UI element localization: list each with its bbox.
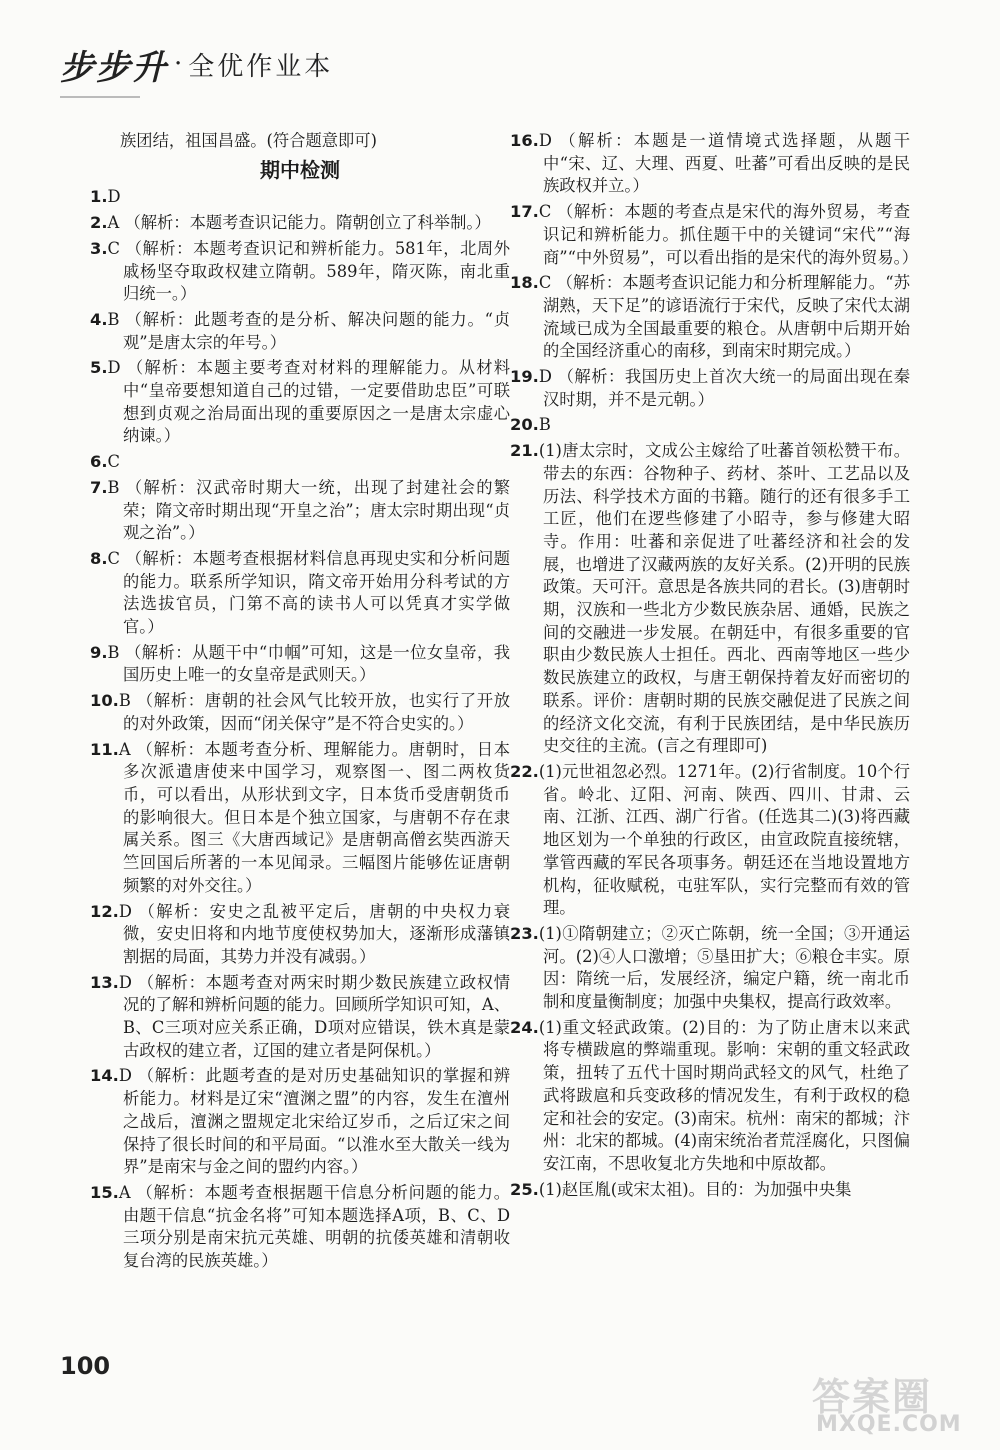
answer-item: [90, 548, 510, 639]
answer-item: [510, 1179, 910, 1202]
answer-list-left: [90, 186, 510, 1272]
answer-number: 12.: [90, 901, 119, 921]
answer-text: B （解析：唐朝的社会风气比较开放，也实行了开放的对外政策，因而“闭关保守”是不符合史实的。）: [118, 691, 510, 733]
answer-number: 13.: [90, 972, 119, 992]
answer-number: 1.: [90, 187, 108, 207]
answer-text: D （解析：本题主要考查对材料的理解能力。从材料中“皇帝要想知道自己的过错，一定要借助忠臣”可联想到贞观之治局面出现的重要原因之一是唐太宗虚心纳谏。）: [107, 358, 510, 446]
answer-item: [510, 1017, 910, 1176]
answer-item: [90, 451, 510, 474]
answer-text: (1)唐太宗时，文成公主嫁给了吐蕃首领松赞干布。带去的东西：谷物种子、药材、茶叶、工艺品以及历法、科学技术方面的书籍。随行的还有很多手工工匠，他们在逻些修建了小昭寺，参与修建大昭寺。作用：吐蕃和亲促进了吐蕃经济和社会的发展，也增进了汉藏两族的友好关系。(2)开明的民族政策。天可汗。意思是各族共同的君长。(3)唐朝时期，汉族和一些北方少数民族杂居、通婚，民族之间的交融进一步发展。在朝廷中，有很多重要的官职由少数民族人士担任。西北、西南等地区一些少数民族建立的政权，与唐王朝保持着友好而密切的联系。评价：唐朝时期的民族交融促进了民族之间的经济文化交流，有利于民族团结，是中华民族历史交往的主流。(言之有理即可): [538, 441, 910, 756]
answer-text: C （解析：本题的考查点是宋代的海外贸易，考查识记和辨析能力。抓住题干中的关键词“宋代”“海商”“中外贸易”，可以看出指的是宋代的海外贸易。）: [538, 202, 919, 267]
answer-text: C （解析：本题考查根据材料信息再现史实和分析问题的能力。联系所学知识，隋文帝开始用分科考试的方法选拔官员，门第不高的读书人可以凭真才实学做官。）: [107, 548, 510, 637]
answer-item: [90, 1065, 510, 1179]
answer-text: (1)重文轻武政策。(2)目的：为了防止唐末以来武将专横跋扈的弊端重现。影响：宋朝的重文轻武政策，扭转了五代十国时期尚武轻文的风气，杜绝了武将跋扈和兵变政移的情况发生，有利于政权的稳定和社会的安定。(3)南宋。杭州：南宋的都城；汴州：北宋的都城。(4)南宋统治者荒淫腐化，只图偏安江南，不思收复北方失地和中原故都。: [538, 1017, 910, 1173]
answer-text: D （解析：我国历史上首次大统一的局面出现在秦汉时期，并不是元朝。）: [538, 367, 910, 409]
answer-text: (1)①隋朝建立；②灭亡陈朝，统一全国；③开通运河。(2)④人口激增；⑤垦田扩大；⑥粮仓丰实。原因：隋统一后，发展经济，编定户籍，统一南北币制和度量衡制度；加强中央集权，提高行政效率。: [538, 923, 910, 1012]
right-column: [510, 130, 919, 1204]
answer-number: 6.: [90, 452, 108, 472]
answer-item: [90, 642, 510, 687]
answer-number: 16.: [510, 131, 539, 150]
answer-number: 9.: [90, 642, 108, 662]
answer-item: [90, 972, 510, 1063]
answer-number: 15.: [90, 1182, 119, 1202]
answer-number: 18.: [510, 273, 539, 293]
answer-number: 7.: [90, 477, 108, 497]
answer-item: [510, 761, 910, 920]
answer-text: A （解析：本题考查根据题干信息分析问题的能力。由题干信息“抗金名将”可知本题选择A项，B、C、D三项分别是南宋抗元英雄、明朝的抗倭英雄和清朝收复台湾的民族英雄。）: [118, 1182, 510, 1271]
answer-text: C: [107, 452, 120, 472]
answer-number: 22.: [510, 761, 539, 781]
answer-number: 3.: [90, 238, 108, 258]
answer-item: [510, 366, 910, 411]
answer-item: [90, 690, 510, 735]
answer-text: (1)赵匡胤(或宋太祖)。目的：为加强中央集: [538, 1179, 852, 1199]
answer-text: D: [107, 187, 121, 207]
watermark: [812, 1366, 982, 1438]
watermark-logo: 答案圈: [812, 1375, 933, 1419]
answer-item: [510, 414, 910, 437]
answer-number: 8.: [90, 548, 108, 568]
left-column: [90, 130, 510, 1276]
answer-item: [90, 212, 510, 235]
answer-item: [510, 923, 910, 1014]
answer-item: [90, 901, 510, 969]
answer-text: C （解析：本题考查识记能力和分析理解能力。“苏湖熟，天下足”的谚语流行于宋代，反映了宋代太湖流域已成为全国最重要的粮仓。从唐朝中后期开始的全国经济重心的南移，到南宋时期完成。）: [538, 273, 910, 361]
answer-text: D （解析：此题考查的是对历史基础知识的掌握和辨析能力。材料是辽宋“澶渊之盟”的内容，发生在澶州之战后，澶渊之盟规定北宋给辽岁币，之后辽宋之间保持了很长时间的和平局面。“以淮水至大散关一线为界”是南宋与金之间的盟约内容。）: [118, 1066, 510, 1177]
answer-text: B （解析：此题考查的是分析、解决问题的能力。“贞观”是唐太宗的年号。）: [107, 309, 510, 352]
answer-item: [90, 238, 510, 306]
answer-item: [90, 477, 510, 545]
answer-text: A （解析：本题考查分析、理解能力。唐朝时，日本多次派遣唐使来中国学习，观察图一、图二两枚货币，可以看出，从形状到文字，日本货币受唐朝货币的影响很大。但日本是个独立国家，与唐朝不存在隶属关系。图三《大唐西域记》是唐朝高僧玄奘西游天竺回国后所著的一本见闻录。三幅图片能够佐证唐朝频繁的对外交往。）: [118, 739, 510, 895]
answer-item: [510, 440, 910, 758]
answer-number: 14.: [90, 1066, 119, 1086]
answer-list-right: [510, 130, 919, 1201]
answer-text: D （解析：本题是一道情境式选择题，从题干中“宋、辽、大理、西夏、吐蕃”可看出反映的是民族政权并立。）: [538, 131, 910, 196]
answer-number: 23.: [510, 923, 539, 943]
answer-item: [510, 130, 910, 198]
answer-item: [90, 186, 510, 209]
answer-number: 24.: [510, 1017, 539, 1037]
answer-number: 19.: [510, 367, 539, 387]
answer-item: [90, 309, 510, 354]
page-number: 100: [60, 1352, 111, 1380]
answer-item: [510, 272, 910, 363]
answer-text: D （解析：本题考查对两宋时期少数民族建立政权情况的了解和辨析问题的能力。回顾所学知识可知，A、B、C三项对应关系正确，D项对应错误，铁木真是蒙古政权的建立者，辽国的建立者是阿保机。）: [118, 972, 510, 1060]
answer-number: 11.: [90, 739, 119, 759]
answer-item: [90, 357, 510, 448]
header-rule: [60, 96, 140, 98]
answer-item: [90, 739, 510, 898]
answer-text: C （解析：本题考查识记和辨析能力。581年，北周外戚杨坚夺取政权建立隋朝。589年，隋灭陈，南北重归统一。）: [107, 238, 510, 304]
answer-text: (1)元世祖忽必烈。1271年。(2)行省制度。10个行省。岭北、辽阳、河南、陕西、四川、甘肃、云南、江浙、江西、湖广行省。(任选其二)(3)将西藏地区划为一个单独的行政区，由宣政院直接统辖，掌管西藏的军民各项事务。朝廷还在当地设置地方机构，征收赋税，屯驻军队，实行完整而有效的管理。: [538, 761, 910, 918]
answer-number: 2.: [90, 213, 108, 233]
answer-number: 4.: [90, 309, 108, 329]
header-separator: ·: [174, 49, 183, 79]
answer-item: [90, 1182, 510, 1273]
continuation-text: 族团结，祖国昌盛。(符合题意即可): [120, 131, 377, 150]
answer-text: A （解析：本题考查识记能力。隋朝创立了科举制。）: [107, 213, 491, 233]
answer-number: 25.: [510, 1179, 539, 1199]
brand-logo: 步步升: [60, 47, 168, 88]
answer-number: 20.: [510, 415, 539, 435]
answer-number: 5.: [90, 358, 108, 378]
book-header: [60, 34, 333, 94]
series-title: 全优作业本: [188, 51, 334, 82]
answer-number: 17.: [510, 202, 539, 222]
answer-item: [510, 201, 919, 269]
answer-number: 21.: [510, 441, 539, 461]
answer-text: B: [538, 415, 551, 435]
answer-text: B （解析：汉武帝时期大一统，出现了封建社会的繁荣；隋文帝时期出现“开皇之治”；唐太宗时期出现“贞观之治”。）: [107, 477, 510, 543]
answer-text: D （解析：安史之乱被平定后，唐朝的中央权力衰微，安史旧将和内地节度使权势加大，逐渐形成藩镇割据的局面，其势力并没有减弱。）: [118, 901, 510, 966]
section-title: 期中检测: [260, 157, 340, 182]
answer-text: B （解析：从题干中“巾帼”可知，这是一位女皇帝，我国历史上唯一的女皇帝是武则天。）: [107, 642, 510, 685]
answer-number: 10.: [90, 691, 119, 711]
watermark-url: MXQE.COM: [816, 1412, 962, 1437]
